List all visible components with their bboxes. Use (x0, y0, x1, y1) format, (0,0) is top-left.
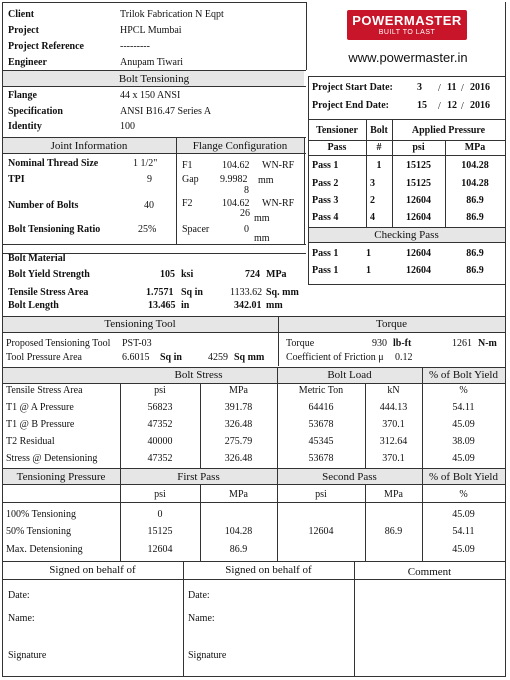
powermaster-logo (347, 10, 467, 40)
pressure-row-pct: 45.09 (452, 509, 475, 520)
stress-row-mpa: 326.48 (224, 419, 253, 430)
tensile-area-label: Tensile Stress Area (8, 287, 89, 298)
end-year: 2016 (470, 100, 490, 111)
checking-row-mpa: 86.9 (466, 248, 484, 259)
spacer-value: 0 (244, 224, 249, 235)
spacer-unit: mm (254, 233, 270, 244)
pressure-row-first-mpa: 104.28 (224, 526, 253, 537)
pressure-row-first-psi: 12604 (147, 544, 173, 555)
engineer-label: Engineer (8, 57, 47, 68)
stress-row-psi: 47352 (147, 453, 173, 464)
stress-row-mpa: 326.48 (224, 453, 253, 464)
stress-row-pct: 38.09 (452, 436, 475, 447)
proposed-tool-value: PST-03 (122, 338, 152, 349)
date-separator: / (438, 83, 441, 94)
joint-information-title: Joint Information (50, 140, 128, 152)
pass-row-mpa: 104.28 (461, 160, 489, 171)
thread-size-value: 1 1/2" (133, 158, 158, 169)
end-date-label: Project End Date: (312, 100, 390, 111)
second-pass-title: Second Pass (322, 471, 377, 483)
pass-row-bolt: 1 (376, 160, 382, 171)
number-of-bolts-label: Number of Bolts (8, 200, 79, 211)
pass-row-label: Pass 3 (312, 195, 339, 206)
start-month: 11 (447, 82, 457, 93)
date-separator: / (461, 101, 464, 112)
project-label: Project (8, 25, 39, 36)
first-pass-title: First Pass (177, 471, 220, 483)
stress-row-psi: 56823 (147, 402, 173, 413)
stress-row-kn: 370.1 (382, 419, 405, 430)
sign1-signature-label[interactable]: Signature (8, 650, 47, 661)
pressure-row-second-mpa: 86.9 (384, 526, 403, 537)
checking-row-bolt: 1 (366, 265, 371, 276)
second-mpa-header: MPa (384, 489, 403, 500)
friction-value: 0.12 (395, 352, 413, 363)
pressure-row-label: 50% Tensioning (6, 526, 71, 537)
first-psi-header: psi (154, 489, 166, 500)
checking-row-bolt: 1 (366, 248, 371, 259)
bolt-length-mm: 342.01 (234, 300, 262, 311)
frame-top (2, 2, 306, 3)
project-value: HPCL Mumbai (120, 25, 182, 36)
stress-row-label: Stress @ Detensioning (6, 453, 98, 464)
stress-row-pct: 54.11 (452, 402, 475, 413)
stress-row-pct: 45.09 (452, 453, 475, 464)
tensioning-pressure-title: Tensioning Pressure (16, 471, 106, 483)
tensile-stress-area-header: Tensile Stress Area (6, 385, 83, 396)
stress-mpa-header: MPa (229, 385, 248, 396)
tensile-area-in-unit: Sq in (181, 287, 203, 298)
identity-label: Identity (8, 121, 42, 132)
start-year: 2016 (470, 82, 490, 93)
tool-area-label: Tool Pressure Area (6, 352, 82, 363)
pass-row-psi: 12604 (406, 195, 431, 206)
f2-unit: mm (254, 213, 270, 224)
torque-nm-unit: N-m (478, 338, 497, 349)
yield-mpa: 724 (245, 269, 260, 280)
torque-label: Torque (286, 338, 315, 349)
sign1-name-label[interactable]: Name: (8, 613, 35, 624)
bolt-yield-title: % of Bolt Yield (429, 369, 498, 381)
signed-on-behalf-2: Signed on behalf of (225, 564, 312, 576)
pass-row-psi: 12604 (406, 212, 431, 223)
pressure-row-label: 100% Tensioning (6, 509, 76, 520)
stress-row-label: T2 Residual (6, 436, 55, 447)
stress-row-kn: 444.13 (379, 402, 408, 413)
tensioning-tool-title: Tensioning Tool (104, 318, 176, 330)
torque-nm-value: 1261 (452, 338, 472, 349)
pressure-row-first-psi: 0 (157, 509, 163, 520)
torque-ft-value: 930 (372, 338, 387, 349)
sign2-name-label[interactable]: Name: (188, 613, 215, 624)
tool-area-mm-unit: Sq mm (234, 352, 265, 363)
pass-row-psi: 15125 (406, 178, 431, 189)
f1-value: 104.62 (222, 160, 250, 171)
bolt-tensioning-title: Bolt Tensioning (118, 73, 190, 85)
f1-type: WN-RF (262, 160, 295, 171)
f2-value: 104.62 (222, 198, 250, 209)
bolt-load-title: Bolt Load (327, 369, 372, 381)
gap-value: 9.9982 (220, 174, 248, 185)
yield-pct-header: % (459, 385, 468, 396)
stress-row-psi: 40000 (147, 436, 173, 447)
end-month: 12 (447, 100, 457, 111)
tensioning-ratio-label: Bolt Tensioning Ratio (8, 224, 101, 235)
checking-row-psi: 12604 (406, 265, 431, 276)
tpi-value: 9 (147, 174, 152, 185)
tensile-area-mm: 1133.62 (230, 287, 263, 298)
pressure-row-pct: 54.11 (452, 526, 475, 537)
f1-label: F1 (182, 160, 193, 171)
f2-type: WN-RF (262, 198, 295, 209)
tensile-area-mm-unit: Sq. mm (266, 287, 299, 298)
stress-row-ton: 53678 (308, 453, 334, 464)
stress-psi-header: psi (154, 385, 166, 396)
pressure-yield-title: % of Bolt Yield (429, 471, 498, 483)
date-separator: / (461, 83, 464, 94)
bolt-length-in-unit: in (181, 300, 190, 311)
friction-label: Coefficient of Friction μ (286, 352, 384, 363)
logo-text: POWERMASTER (352, 13, 462, 28)
stress-row-label: T1 @ A Pressure (6, 402, 74, 413)
bolt-length-in: 13.465 (148, 300, 176, 311)
start-date-label: Project Start Date: (312, 82, 393, 93)
yield-strength-label: Bolt Yield Strength (8, 269, 90, 280)
project-reference-label: Project Reference (8, 41, 84, 52)
engineer-value: Anupam Tiwari (120, 57, 184, 68)
number-of-bolts-value: 40 (144, 200, 154, 211)
thread-size-label: Nominal Thread Size (8, 158, 99, 169)
proposed-tool-label: Proposed Tensioning Tool (6, 338, 111, 349)
pass-row-mpa: 86.9 (466, 212, 484, 223)
stress-row-pct: 45.09 (452, 419, 475, 430)
tensioner-header: Tensioner (316, 125, 358, 136)
psi-subheader: psi (412, 142, 425, 153)
pressure-row-first-mpa: 86.9 (229, 544, 248, 555)
load-ton-header: Metric Ton (298, 385, 344, 396)
tool-area-mm: 4259 (208, 352, 228, 363)
torque-ft-unit: lb-ft (393, 338, 412, 349)
project-reference-value: --------- (120, 41, 150, 52)
stress-row-kn: 370.1 (382, 453, 405, 464)
pressure-pct-header: % (459, 489, 468, 500)
tensile-area-in: 1.7571 (146, 287, 174, 298)
checking-pass-title: Checking Pass (374, 229, 439, 241)
torque-title: Torque (376, 318, 407, 330)
stress-row-psi: 47352 (147, 419, 173, 430)
signed-on-behalf-1: Signed on behalf of (49, 564, 136, 576)
stress-row-ton: 64416 (308, 402, 334, 413)
applied-pressure-header: Applied Pressure (411, 125, 486, 136)
checking-row-label: Pass 1 (312, 265, 339, 276)
pass-subheader: Pass (327, 142, 347, 153)
pressure-row-label: Max. Detensioning (6, 544, 83, 555)
client-value: Trilok Fabrication N Eqpt (120, 9, 224, 20)
stress-row-ton: 45345 (308, 436, 334, 447)
comment-title: Comment (407, 566, 452, 578)
pass-row-psi: 15125 (406, 160, 431, 171)
stress-row-kn: 312.64 (379, 436, 408, 447)
bolt-length-mm-unit: mm (266, 300, 283, 311)
stress-row-mpa: 275.79 (224, 436, 253, 447)
flange-label: Flange (8, 90, 37, 101)
stress-row-ton: 53678 (308, 419, 334, 430)
tpi-label: TPI (8, 174, 25, 185)
bolt-stress-title: Bolt Stress (174, 369, 223, 381)
sign2-date-label[interactable]: Date: (188, 590, 210, 601)
logo-subtitle: BUILT TO LAST (378, 29, 436, 36)
pressure-row-pct: 45.09 (452, 544, 475, 555)
yield-mpa-unit: MPa (266, 269, 287, 280)
f2-label: F2 (182, 198, 193, 209)
pass-row-bolt: 3 (370, 178, 375, 189)
yield-ksi: 105 (160, 269, 175, 280)
bolt-number-subheader: # (376, 142, 382, 153)
frame-bottom (2, 676, 506, 677)
date-separator: / (438, 101, 441, 112)
bolt-header: Bolt (370, 125, 388, 136)
identity-value: 100 (120, 121, 135, 132)
specification-label: Specification (8, 106, 63, 117)
header-divider (306, 2, 307, 70)
pressure-row-first-psi: 15125 (147, 526, 173, 537)
pass-row-label: Pass 2 (312, 178, 339, 189)
gap-unit: mm (258, 175, 274, 186)
end-day: 15 (417, 100, 427, 111)
pass-row-label: Pass 4 (312, 212, 339, 223)
bolt-material-title: Bolt Material (8, 254, 66, 261)
specification-value: ANSI B16.47 Series A (120, 106, 212, 117)
checking-row-label: Pass 1 (312, 248, 339, 259)
stress-row-label: T1 @ B Pressure (6, 419, 75, 430)
checking-row-psi: 12604 (406, 248, 431, 259)
gap-label: Gap (182, 174, 199, 185)
mpa-subheader: MPa (464, 142, 486, 153)
flange-value: 44 x 150 ANSI (120, 90, 181, 101)
yield-ksi-unit: ksi (181, 269, 194, 280)
first-mpa-header: MPa (229, 489, 248, 500)
pass-row-bolt: 2 (370, 195, 375, 206)
tool-area-in: 6.6015 (122, 352, 150, 363)
pass-row-mpa: 104.28 (461, 178, 489, 189)
start-day: 3 (417, 82, 422, 93)
website-link[interactable]: www.powermaster.in (348, 50, 468, 65)
pass-row-mpa: 86.9 (466, 195, 484, 206)
tensioning-ratio-value: 25% (138, 224, 157, 235)
stress-row-mpa: 391.78 (224, 402, 253, 413)
sign1-date-label[interactable]: Date: (8, 590, 30, 601)
frame-right (505, 2, 506, 676)
sign2-signature-label[interactable]: Signature (188, 650, 227, 661)
bolt-length-label: Bolt Length (8, 300, 59, 311)
pass-row-bolt: 4 (370, 212, 375, 223)
spacer-label: Spacer (182, 224, 210, 235)
load-kn-header: kN (387, 385, 400, 396)
f2-value-wrap: 26 (240, 208, 250, 219)
flange-configuration-title: Flange Configuration (192, 140, 288, 152)
pass-row-label: Pass 1 (312, 160, 339, 171)
second-psi-header: psi (315, 489, 327, 500)
pressure-row-second-psi: 12604 (308, 526, 334, 537)
client-label: Client (8, 9, 35, 20)
checking-row-mpa: 86.9 (466, 265, 484, 276)
gap-value-wrap: 8 (244, 185, 249, 196)
tool-area-in-unit: Sq in (160, 352, 182, 363)
